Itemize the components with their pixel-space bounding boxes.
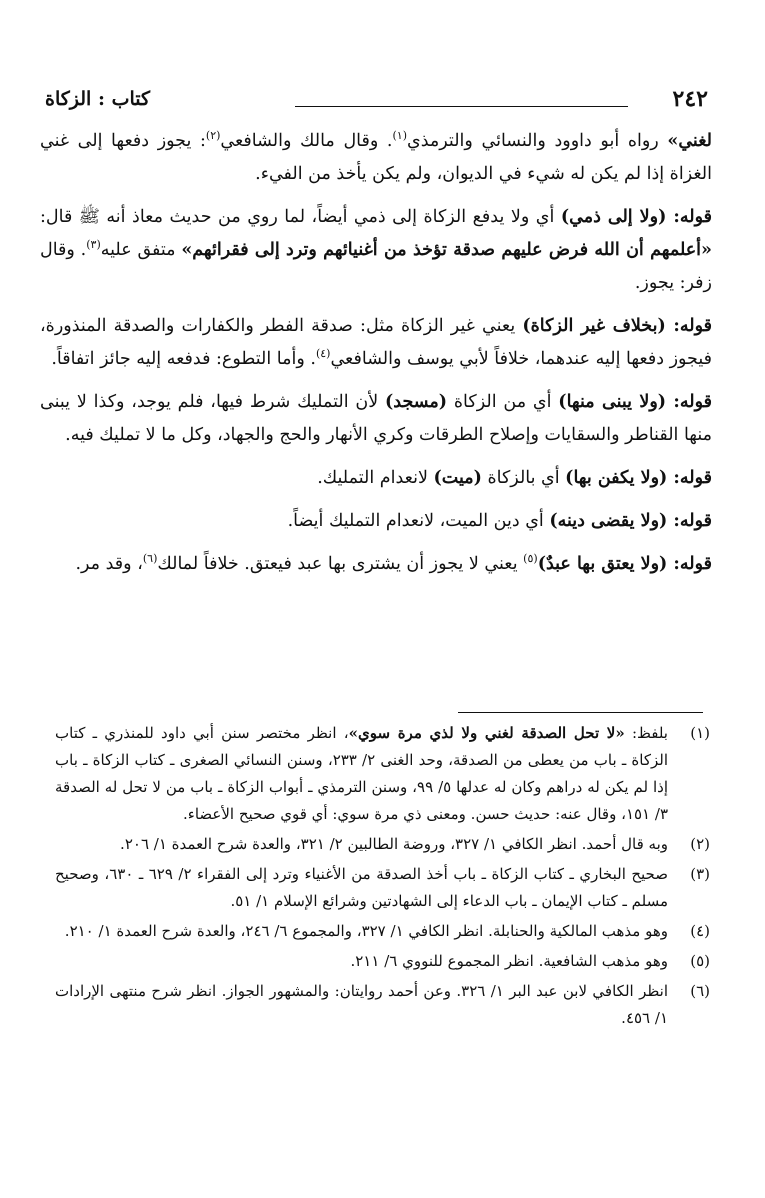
footnote-ref: (٥) [523, 552, 538, 566]
footnote-ref: (١) [392, 129, 408, 143]
header-rule [295, 106, 628, 107]
paragraph: قوله: (ولا إلى ذمي) أي ولا يدفع الزكاة إلى ذمي أيضاً، لما روي من حديث معاذ أنه ﷺ قال: «أعلمهم أن الله فرض عليهم صدقة تؤخذ من أغنيائهم وترد إلى فقرائهم» متفق عليه$^{(٣)}$. وقال زفر: يجوز. [40, 207, 712, 293]
hadith-quote: «أعلمهم أن الله فرض عليهم صدقة تؤخذ من أغنيائهم وترد إلى فقرائهم» [181, 240, 712, 260]
paragraph: قوله: (بخلاف غير الزكاة) يعني غير الزكاة مثل: صدقة الفطر والكفارات والصدقة المنذورة، فيجوز دفعها إليه عندهما، خلافاً لأبي يوسف والشافعي$^{(٤)}$. وأما التطوع: فدفعه إليه جائز اتفاقاً. [40, 316, 712, 369]
page-header [45, 84, 708, 118]
footnote: (٢) وبه قال أحمد. انظر الكافي ١/ ٣٢٧، وروضة الطالبين ٢/ ٣٢١، والعدة شرح العمدة ١/ ٢٠٦. [55, 831, 710, 858]
footnotes [55, 720, 710, 1035]
footnote-separator [458, 712, 703, 713]
footnote-number: (٥) [690, 952, 710, 970]
paragraph: قوله: (ولا يبنى منها) أي من الزكاة (مسجد) لأن التمليك شرط فيها، فلم يوجد، وكذا لا يبنى منها القناطر والسقايات وإصلاح الطرقات وكري الأنهار والحج والجهاد، وكل ما لا تمليك فيه. [40, 392, 712, 445]
main-text [40, 125, 712, 591]
paragraph-lead: قوله: (بخلاف غير الزكاة) [522, 316, 712, 336]
footnote-number: (٦) [690, 982, 710, 1000]
paragraph-lead: قوله: (ولا إلى ذمي) [560, 207, 712, 227]
paragraph: لغني» رواه أبو داوود والنسائي والترمذي$^{(١)}$. وقال مالك والشافعي$^{(٢)}$: يجوز دفعها إلى غني الغزاة إذا لم يكن له شيء في الديوان، ولم يكن يأخذ من الفيء. [40, 129, 712, 184]
footnote-ref: (٣) [86, 238, 101, 252]
paragraph: قوله: (ولا يكفن بها) أي بالزكاة (ميت) لانعدام التمليك. [317, 468, 712, 488]
footnote-ref: (٤) [315, 347, 331, 361]
paragraph: قوله: (ولا يقضى دينه) أي دين الميت، لانعدام التمليك أيضاً. [287, 511, 712, 531]
footnote-ref: (٢) [205, 129, 221, 143]
running-title: كتاب : الزكاة [45, 88, 151, 110]
footnote-number: (٣) [690, 865, 710, 883]
footnote: (٥) وهو مذهب الشافعية. انظر المجموع للنووي ٦/ ٢١١. [55, 948, 710, 975]
paragraph-lead: قوله: (ولا يقضى دينه) [549, 511, 712, 531]
footnote-number: (١) [690, 724, 710, 742]
footnote: (١) بلفظ: «لا تحل الصدقة لغني ولا لذي مرة سوي»، انظر مختصر سنن أبي داود للمنذري ـ كتاب الزكاة ـ باب من يعطى من الصدقة، وحد الغنى ٢/ ٢٣٣، وسنن النسائي الصغرى ـ كتاب الزكاة ـ باب إذا لم يكن له دراهم وكان له عدلها ٥/ ٩٩، وسنن الترمذي ـ أبواب الزكاة ـ باب من لا تحل له الصدقة ٣/ ١٥١، وقال عنه: حديث حسن. ومعنى ذي مرة سوي: أي قوي صحيح الأعضاء. [55, 720, 710, 828]
paragraph-lead: قوله: (ولا يكفن بها) [565, 468, 712, 488]
footnote: (٣) صحيح البخاري ـ كتاب الزكاة ـ باب أخذ الصدقة من الأغنياء وترد إلى الفقراء ٢/ ٦٢٩ ـ ٦٣٠، وصحيح مسلم ـ كتاب الإيمان ـ باب الدعاء إلى الشهادتين وشرائع الإسلام ١/ ٥١. [55, 861, 710, 915]
paragraph: قوله: (ولا يعتق بها عبدٌ)$^{(٥)}$ يعني لا يجوز أن يشترى بها عبد فيعتق. خلافاً لمالك$^{(٦)}$، وقد مر. [75, 552, 712, 574]
footnote: (٤) وهو مذهب المالكية والحنابلة. انظر الكافي ١/ ٣٢٧، والمجموع ٦/ ٢٤٦، والعدة شرح العمدة ١/ ٢١٠. [55, 918, 710, 945]
paragraph-lead: قوله: (ولا يبنى منها) [558, 392, 712, 412]
page-number: ٢٤٢ [672, 86, 708, 112]
footnote-ref: (٦) [142, 552, 158, 566]
footnote: (٦) انظر الكافي لابن عبد البر ١/ ٣٢٦. وعن أحمد روايتان: والمشهور الجواز. انظر شرح منتهى الإرادات ١/ ٤٥٦. [55, 978, 710, 1032]
paragraph-lead: لغني» [667, 131, 712, 151]
footnote-number: (٤) [690, 922, 710, 940]
footnote-number: (٢) [690, 835, 710, 853]
paragraph-lead: قوله: (ولا يعتق بها عبدٌ) [537, 554, 712, 574]
